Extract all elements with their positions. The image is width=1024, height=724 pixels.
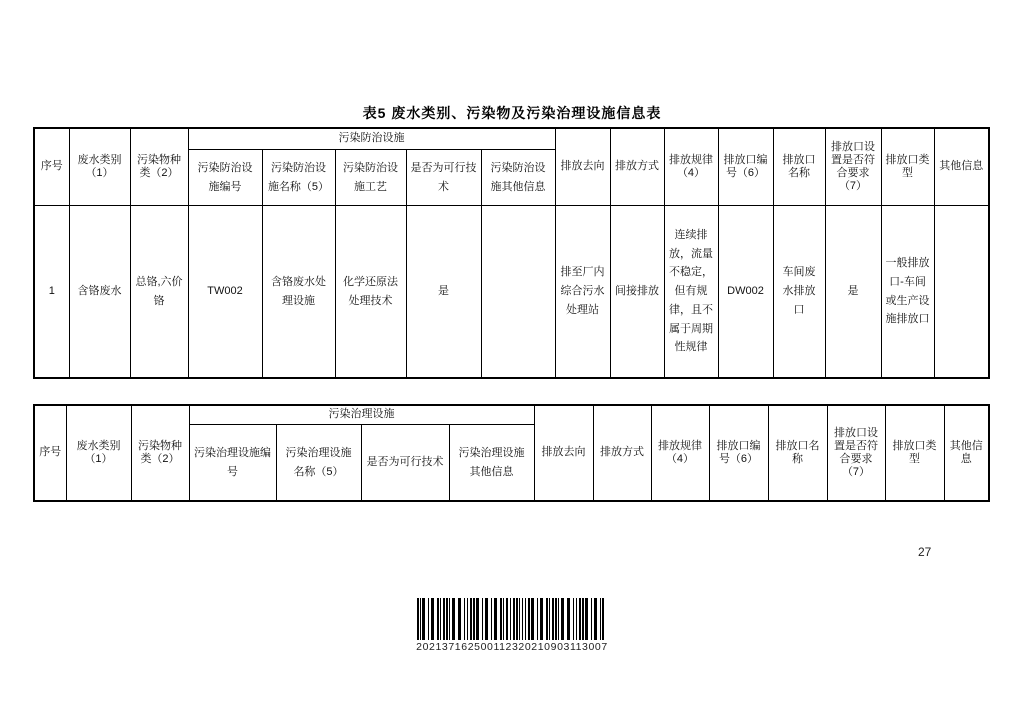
cell-seq: 1 bbox=[34, 206, 69, 379]
header-feasible-tech: 是否为可行技术 bbox=[406, 150, 481, 206]
header-facility-process: 污染防治设施工艺 bbox=[335, 150, 406, 206]
header-outlet-code: 排放口编号（6） bbox=[718, 128, 773, 206]
cell-outlet-type: 一般排放口-车间或生产设施排放口 bbox=[881, 206, 934, 379]
header-outlet-name: 排放口名称 bbox=[773, 128, 825, 206]
cell-discharge-mode: 间接排放 bbox=[610, 206, 664, 379]
page-title: 表5 废水类别、污染物及污染治理设施信息表 bbox=[362, 105, 662, 121]
header-other-info: 其他信息 bbox=[944, 405, 989, 501]
header-discharge-mode: 排放方式 bbox=[593, 405, 651, 501]
cell-discharge-rule: 连续排放，流量不稳定，但有规律，且不属于周期性规律 bbox=[664, 206, 718, 379]
header-outlet-compliant: 排放口设置是否符合要求（7） bbox=[827, 405, 885, 501]
header-seq: 序号 bbox=[34, 405, 66, 501]
header-facility-code: 污染防治设施编号 bbox=[188, 150, 262, 206]
cell-outlet-compliant: 是 bbox=[825, 206, 881, 379]
cell-feasible-tech: 是 bbox=[406, 206, 481, 379]
table1-data-row bbox=[34, 206, 989, 379]
header-facility-other: 污染防治设施其他信息 bbox=[481, 150, 555, 206]
header-wastewater-category: 废水类别（1） bbox=[69, 128, 130, 206]
header-facility-name: 污染防治设施名称（5） bbox=[262, 150, 335, 206]
cell-other-info bbox=[934, 206, 989, 379]
cell-discharge-destination: 排至厂内综合污水处理站 bbox=[555, 206, 610, 379]
header-discharge-mode: 排放方式 bbox=[610, 128, 664, 206]
cell-facility-process: 化学还原法处理技术 bbox=[335, 206, 406, 379]
header-outlet-code: 排放口编号（6） bbox=[709, 405, 768, 501]
cell-outlet-name: 车间废水排放口 bbox=[773, 206, 825, 379]
header-pollutant-type: 污染物种类（2） bbox=[130, 128, 188, 206]
header-discharge-rule: 排放规律（4） bbox=[664, 128, 718, 206]
wastewater-prevention-facility-table bbox=[33, 127, 990, 379]
cell-facility-name: 含铬废水处理设施 bbox=[262, 206, 335, 379]
header-outlet-type: 排放口类型 bbox=[881, 128, 934, 206]
header-feasible-tech: 是否为可行技术 bbox=[361, 425, 449, 502]
table1-header-group-row bbox=[34, 128, 989, 150]
cell-outlet-code: DW002 bbox=[718, 206, 773, 379]
header-wastewater-category: 废水类别（1） bbox=[66, 405, 131, 501]
header-facility-code: 污染治理设施编号 bbox=[189, 425, 276, 502]
header-discharge-destination: 排放去向 bbox=[555, 128, 610, 206]
barcode-icon bbox=[417, 598, 607, 640]
header-group-prevention-facility: 污染防治设施 bbox=[188, 128, 555, 150]
header-facility-name: 污染治理设施名称（5） bbox=[276, 425, 361, 502]
barcode-block bbox=[412, 598, 612, 653]
header-seq: 序号 bbox=[34, 128, 69, 206]
wastewater-treatment-facility-table bbox=[33, 404, 990, 502]
cell-pollutant-type: 总铬,六价铬 bbox=[130, 206, 188, 379]
header-outlet-name: 排放口名称 bbox=[768, 405, 827, 501]
header-other-info: 其他信息 bbox=[934, 128, 989, 206]
header-facility-other: 污染治理设施其他信息 bbox=[449, 425, 534, 502]
header-outlet-compliant: 排放口设置是否符合要求（7） bbox=[825, 128, 881, 206]
barcode-number: 202137162500112320210903113007 bbox=[416, 641, 608, 653]
header-outlet-type: 排放口类型 bbox=[885, 405, 944, 501]
cell-facility-code: TW002 bbox=[188, 206, 262, 379]
header-group-treatment-facility: 污染治理设施 bbox=[189, 405, 534, 425]
header-discharge-rule: 排放规律（4） bbox=[651, 405, 709, 501]
cell-facility-other bbox=[481, 206, 555, 379]
header-discharge-destination: 排放去向 bbox=[534, 405, 593, 501]
header-pollutant-type: 污染物种类（2） bbox=[131, 405, 189, 501]
page-number: 27 bbox=[918, 545, 932, 559]
table2-header-group-row bbox=[34, 405, 989, 425]
cell-wastewater-category: 含铬废水 bbox=[69, 206, 130, 379]
